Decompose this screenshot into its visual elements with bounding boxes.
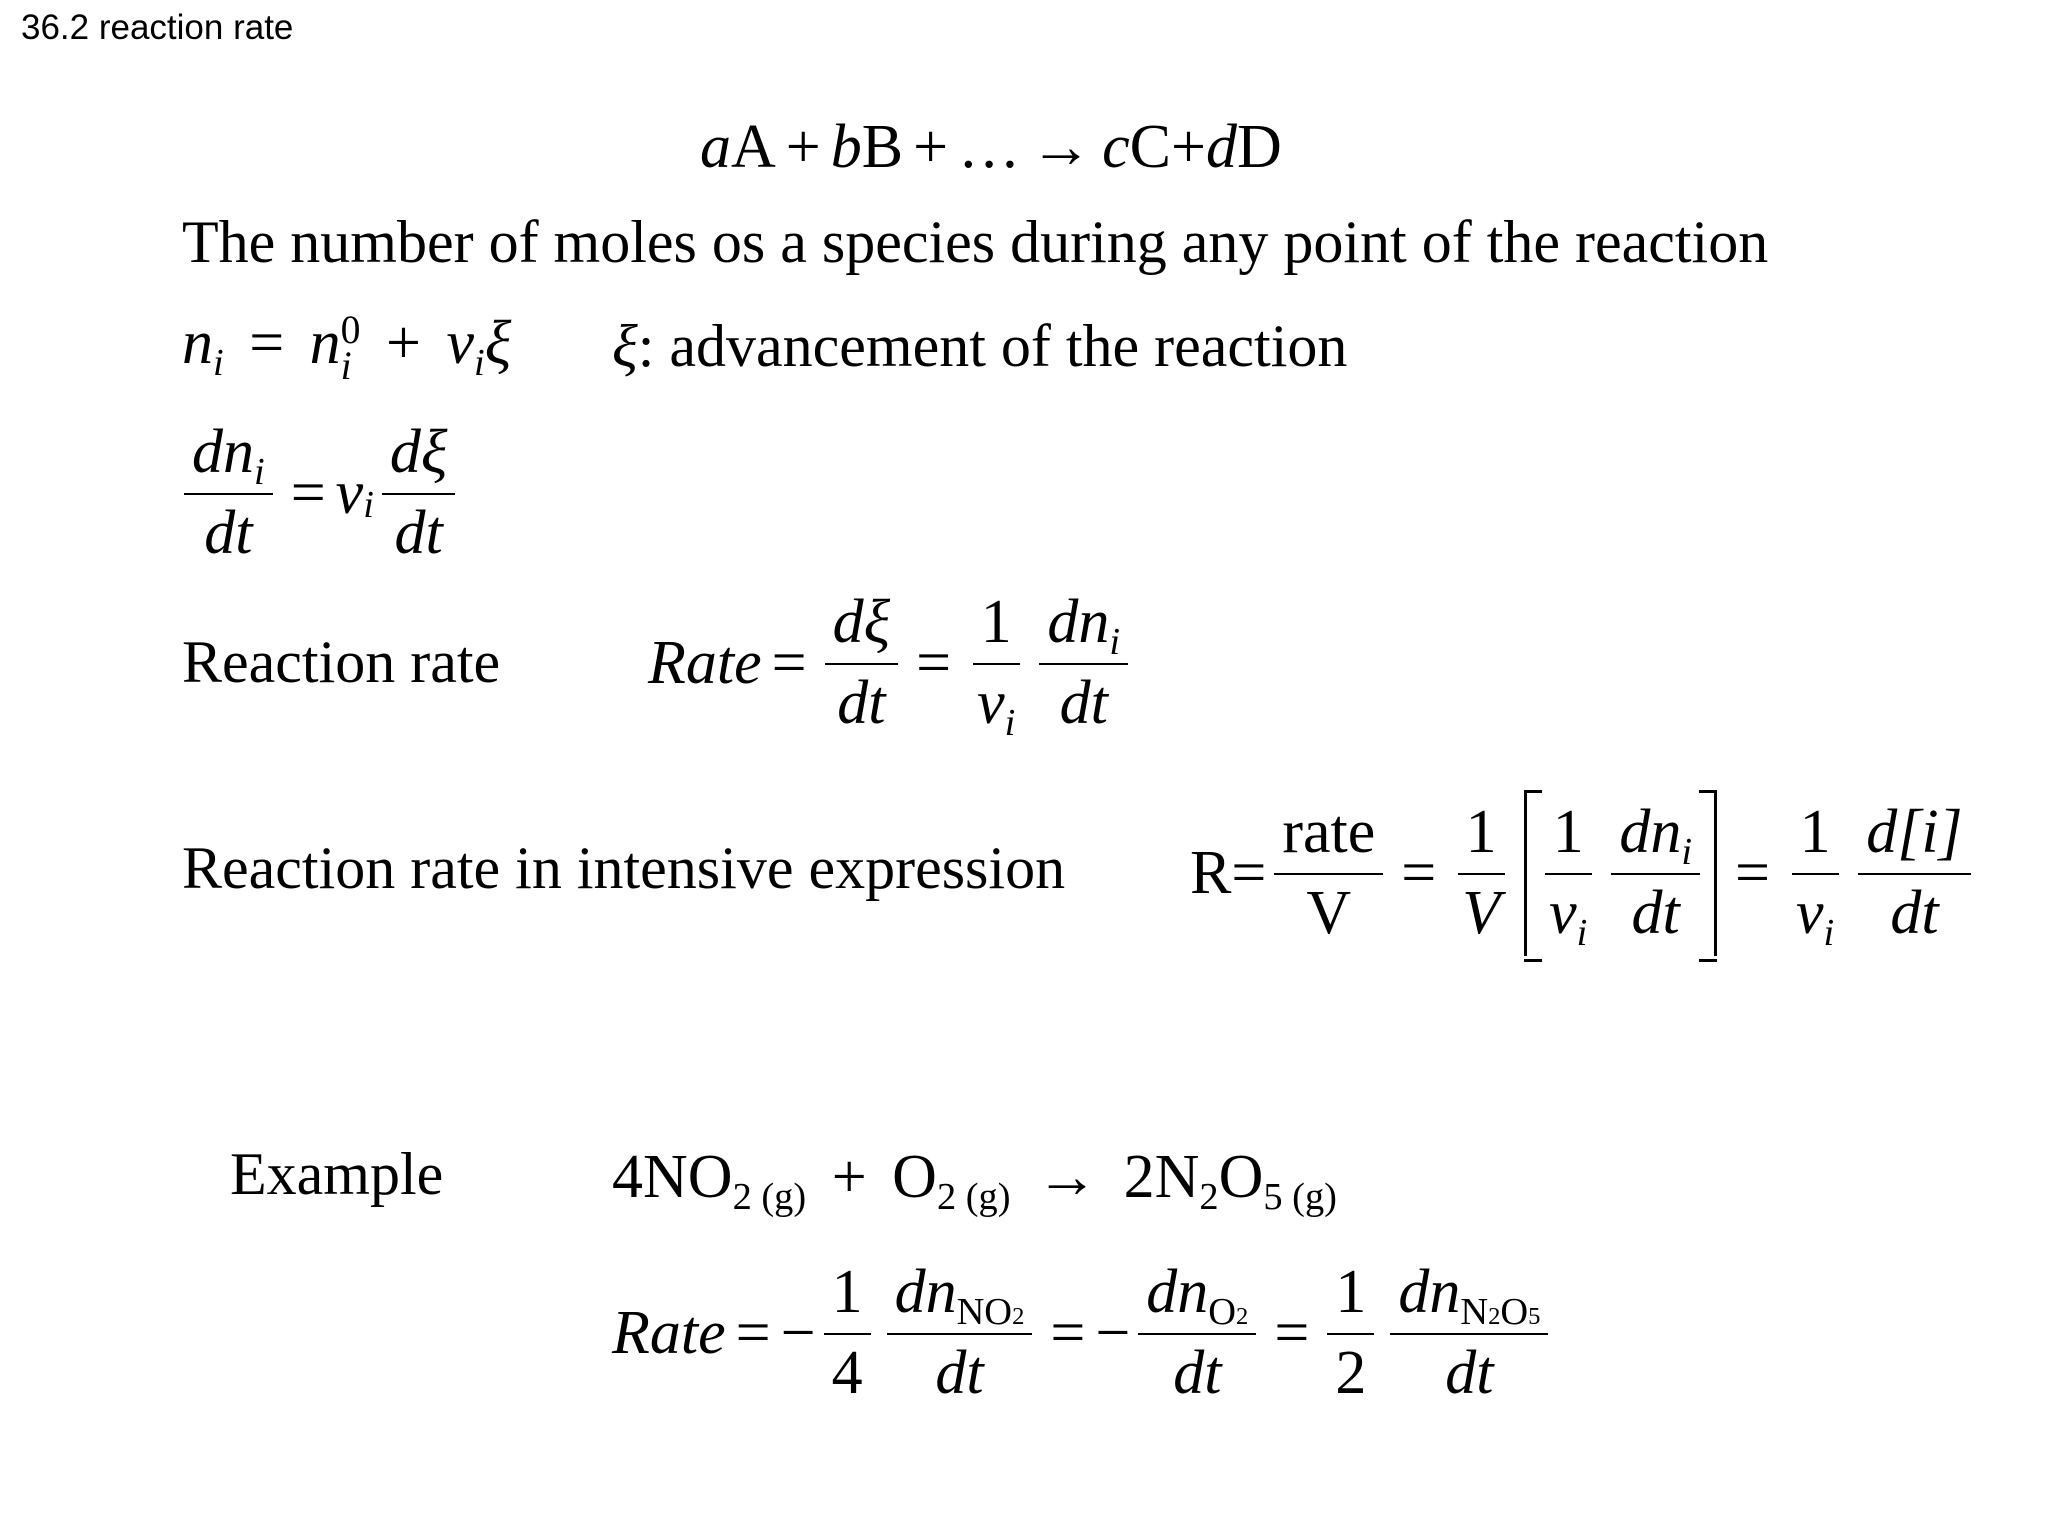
moles-equation: ni = n 0 i + viξ <box>182 308 512 388</box>
xi-symbol: ξ <box>612 313 638 379</box>
example-label: Example <box>230 1141 444 1207</box>
reaction-rate-equation: Rate = $\frac{d\xi}{dt}$ = $\frac{1}{vi}$ $\frac{\text{dni}}{dt}$ <box>648 590 1136 736</box>
reaction-rate-label: Reaction rate <box>182 629 501 695</box>
example-reaction-equation: 4NO2 (g) + O2 (g) → 2N2O5 (g) <box>612 1143 1337 1219</box>
square-bracket: $\frac{1}{vi}$ $\frac{\text{dni}}{dt}$ <box>1524 790 1717 956</box>
moles-sentence: The number of moles os a species during any point of the reaction <box>182 209 1769 275</box>
general-reaction-equation: aA + bB + … → cC+dD <box>700 113 1282 181</box>
slide-title: 36.2 reaction rate <box>21 8 294 47</box>
derivative-equation: $\frac{\text{dni}}{dt}$ = v i $\frac{d\xi}{dt}$ <box>176 420 463 566</box>
advancement-definition: ξ: advancement of the reaction <box>612 313 1348 379</box>
intensive-label: Reaction rate in intensive expression <box>182 835 1066 901</box>
example-rate-equation: Rate = − $\frac{1}{4}$ $\frac{\text{dnNO2}}{dt}$ = − $\frac{\text{dnO2}}{dt}$ = $\frac{1}{2}$ $\frac{\text{dnN2O5}}{dt}$ <box>612 1260 1556 1406</box>
intensive-equation: R= $\frac{\text{rate}}{V}$ = $\frac{1}{V}$ $\frac{1}{vi}$ $\frac{\text{dni}}{dt}$ = $\frac{1}{vi}$ $\frac{d[i]}{dt}$ <box>1190 790 1979 956</box>
